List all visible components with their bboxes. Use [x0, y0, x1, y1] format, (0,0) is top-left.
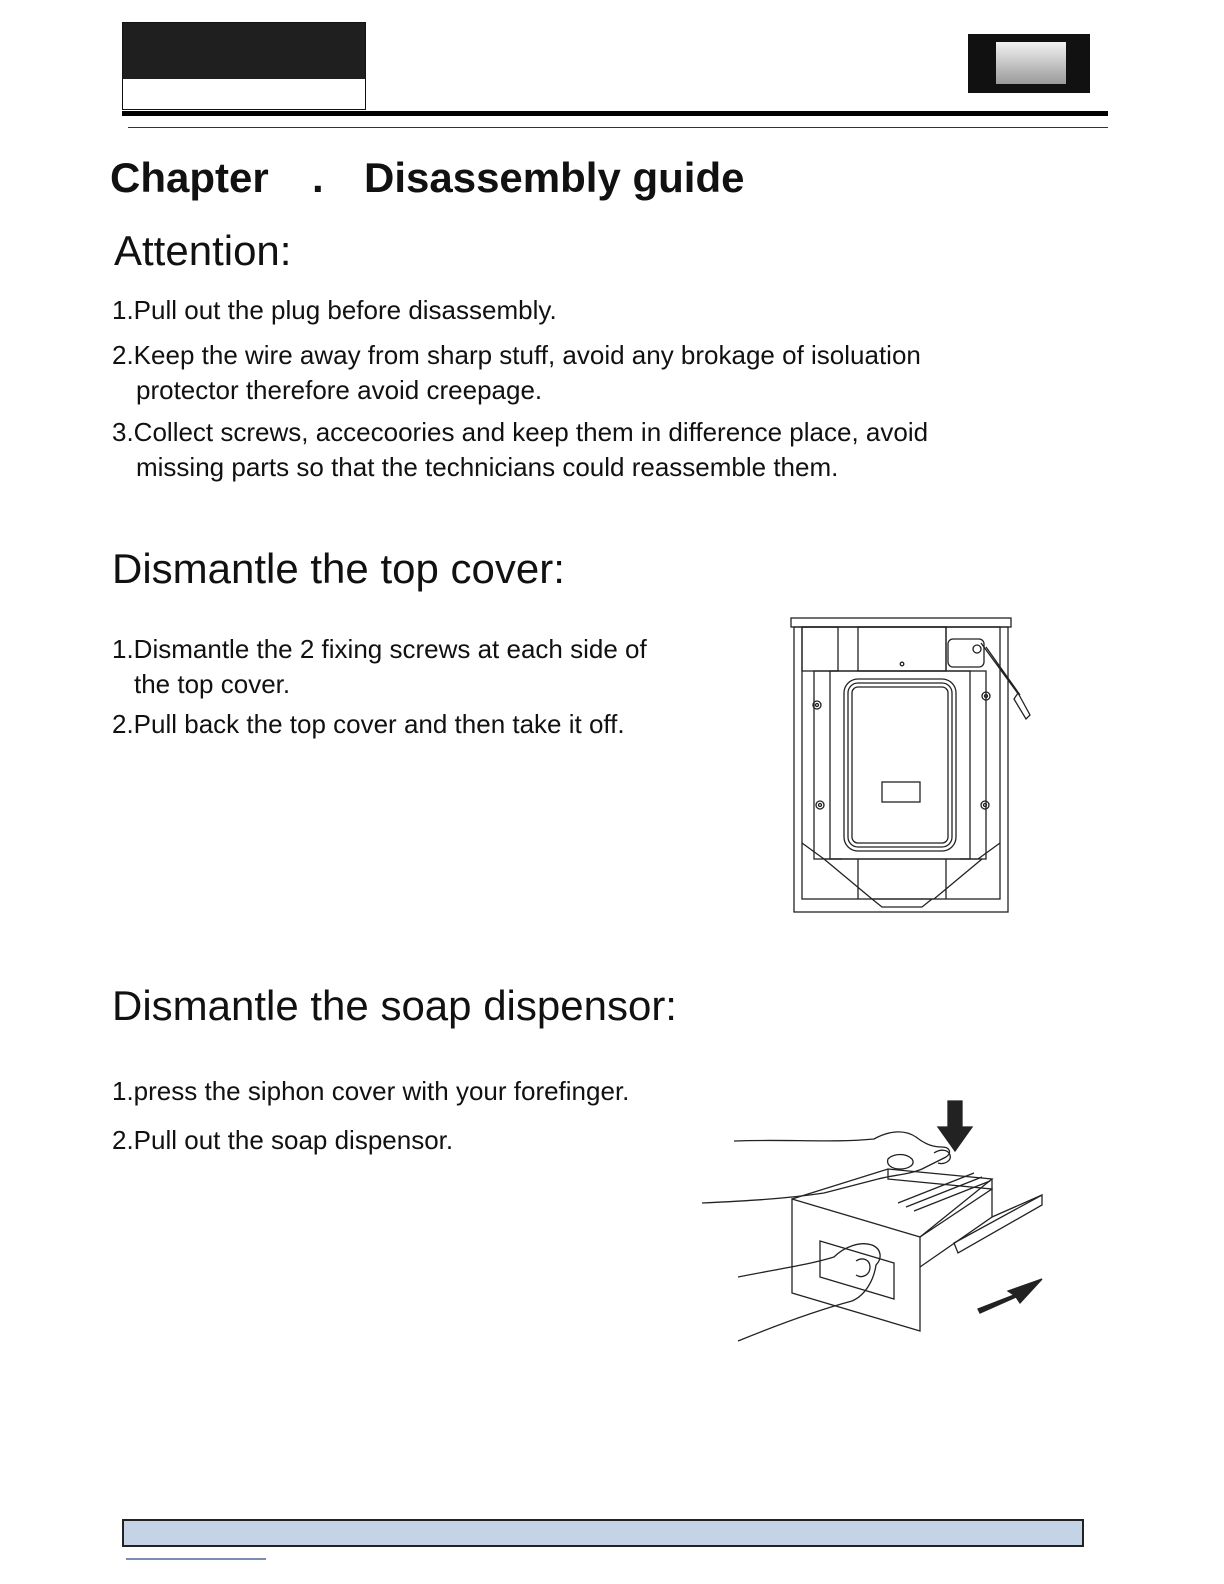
top-cover-item-1: [112, 632, 647, 702]
attention-item-2-text: 2.Keep the wire away from sharp stuff, avoid any brokage of isoluation: [112, 340, 921, 370]
logo-block: [122, 22, 366, 110]
top-cover-item-2-text: 2.Pull back the top cover and then take it off.: [112, 709, 625, 739]
soap-dispenser-item-2: [112, 1123, 629, 1158]
top-cover-heading: Dismantle the top cover:: [112, 545, 565, 592]
top-cover-list: [112, 632, 647, 742]
logo-dark-band: [123, 23, 365, 79]
soap-dispenser-item-1-text: 1.press the siphon cover with your forefinger.: [112, 1076, 630, 1106]
attention-item-1-text: 1.Pull out the plug before disassembly.: [112, 295, 557, 325]
attention-item-3-text: 3.Collect screws, accecoories and keep them in difference place, avoid: [112, 417, 929, 447]
soap-dispenser-diagram-icon: [720, 1095, 1050, 1340]
soap-dispenser-item-2-text: 2.Pull out the soap dispensor.: [112, 1125, 454, 1155]
top-cover-diagram-icon: [788, 615, 1048, 915]
soap-dispenser-list: [112, 1074, 629, 1158]
header-rule-thin: [128, 127, 1108, 128]
attention-list: [112, 293, 928, 485]
footer-bar: [122, 1519, 1084, 1547]
header-rule-thick: [122, 111, 1108, 116]
footer-link-underline: [126, 1558, 266, 1560]
chapter-dot: .: [312, 154, 324, 201]
brand-badge-gradient: [996, 42, 1066, 84]
soap-dispenser-item-1: [112, 1074, 629, 1109]
attention-item-3-cont: missing parts so that the technicians could reassemble them.: [136, 452, 839, 482]
attention-heading: Attention:: [114, 227, 292, 274]
attention-item-3: [112, 415, 928, 485]
top-cover-item-1-cont: the top cover.: [134, 669, 291, 699]
brand-badge: [968, 34, 1090, 93]
top-cover-item-1-text: 1.Dismantle the 2 fixing screws at each side of: [112, 634, 647, 664]
soap-dispenser-heading: Dismantle the soap dispensor:: [112, 982, 677, 1029]
attention-item-1: [112, 293, 928, 328]
chapter-label: Chapter: [110, 154, 269, 201]
chapter-title: Disassembly guide: [364, 154, 745, 201]
attention-item-2: [112, 338, 928, 408]
top-cover-item-2: [112, 707, 647, 742]
attention-item-2-cont: protector therefore avoid creepage.: [136, 375, 543, 405]
